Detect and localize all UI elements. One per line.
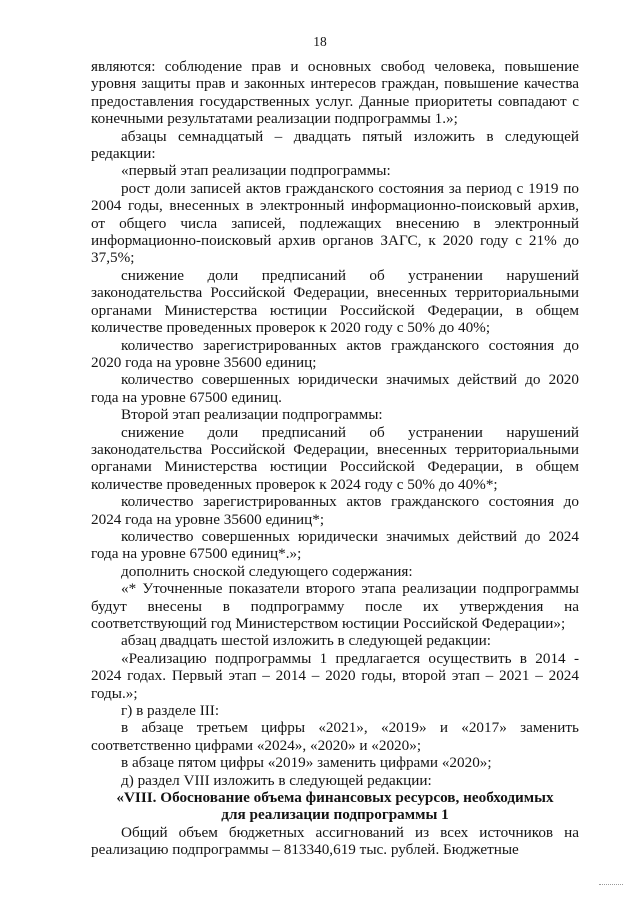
scan-artifact-mark [599,884,623,887]
paragraph-9: снижение доли предписаний об устранении нарушений законодательства Российской Федерации, внесенных территориальными органами Министерства юстиции Российской Федерации, в общем количестве проведенных проверок к 2024 году с 50% до 40%*; [91,423,579,493]
paragraph-5: снижение доли предписаний об устранении нарушений законодательства Российской Федерации, внесенных территориальными органами Министерства юстиции Российской Федерации, в общем количестве проведенных проверок к 2020 году с 50% до 40%; [91,266,579,337]
paragraph-16: г) в разделе III: [121,702,220,720]
document-body [91,58,579,859]
paragraph-2: абзацы семнадцатый – двадцать пятый изложить в следующей редакции: [91,127,579,163]
section-heading-line-1: «VIII. Обоснование объема финансовых ресурсов, необходимых [116,789,554,807]
paragraph-18: в абзаце пятом цифры «2019» заменить цифрами «2020»; [121,754,492,772]
section-heading [91,789,579,824]
paragraph-13: «* Уточненные показатели второго этапа реализации подпрограммы будут внесены в подпрограмму после их утверждения на соответствующий год Министерством юстиции Российской Федерации»; [91,580,579,632]
paragraph-7: количество совершенных юридически значимых действий до 2020 года на уровне 67500 единиц. [91,371,579,406]
paragraph-10: количество зарегистрированных актов гражданского состояния до 2024 года на уровне 35600 единиц*; [91,493,579,528]
paragraph-19: д) раздел VIII изложить в следующей редакции: [121,771,432,789]
paragraph-17: в абзаце третьем цифры «2021», «2019» и «2017» заменить соответственно цифрами «2024», «2020» и «2020»; [91,719,579,754]
paragraph-6: количество зарегистрированных актов гражданского состояния до 2020 года на уровне 35600 единиц; [91,336,579,371]
paragraph-1: являются: соблюдение прав и основных свобод человека, повышение уровня защиты прав и законных интересов граждан, повышение качества предоставления государственных услуг. Данные приоритеты совпадают с конечными результатами реализации подпрограммы 1.»; [91,58,579,128]
paragraph-11: количество совершенных юридически значимых действий до 2024 года на уровне 67500 единиц*.»; [91,527,579,563]
final-paragraph: Общий объем бюджетных ассигнований из всех источников на реализацию подпрограммы – 813340,619 тыс. рублей. Бюджетные [91,823,579,859]
paragraph-3: «первый этап реализации подпрограммы: [121,162,391,180]
section-heading-line-2: для реализации подпрограммы 1 [221,806,449,824]
paragraph-4: рост доли записей актов гражданского состояния за период с 1919 по 2004 годы, внесенных в электронный информационно-поисковый архив, от общего числа записей, подлежащих внесению в электронный информационно-поисковый архив органов ЗАГС, к 2020 году с 21% до 37,5%; [91,179,579,267]
paragraph-12: дополнить сноской следующего содержания: [121,562,413,580]
paragraph-8: Второй этап реализации подпрограммы: [121,406,383,424]
paragraph-15: «Реализацию подпрограммы 1 предлагается осуществить в 2014 - 2024 годах. Первый этап – 2014 – 2020 годы, второй этап – 2021 – 2024 годы.»; [91,649,579,702]
page-number: 18 [313,34,327,49]
paragraph-14: абзац двадцать шестой изложить в следующей редакции: [121,632,491,650]
